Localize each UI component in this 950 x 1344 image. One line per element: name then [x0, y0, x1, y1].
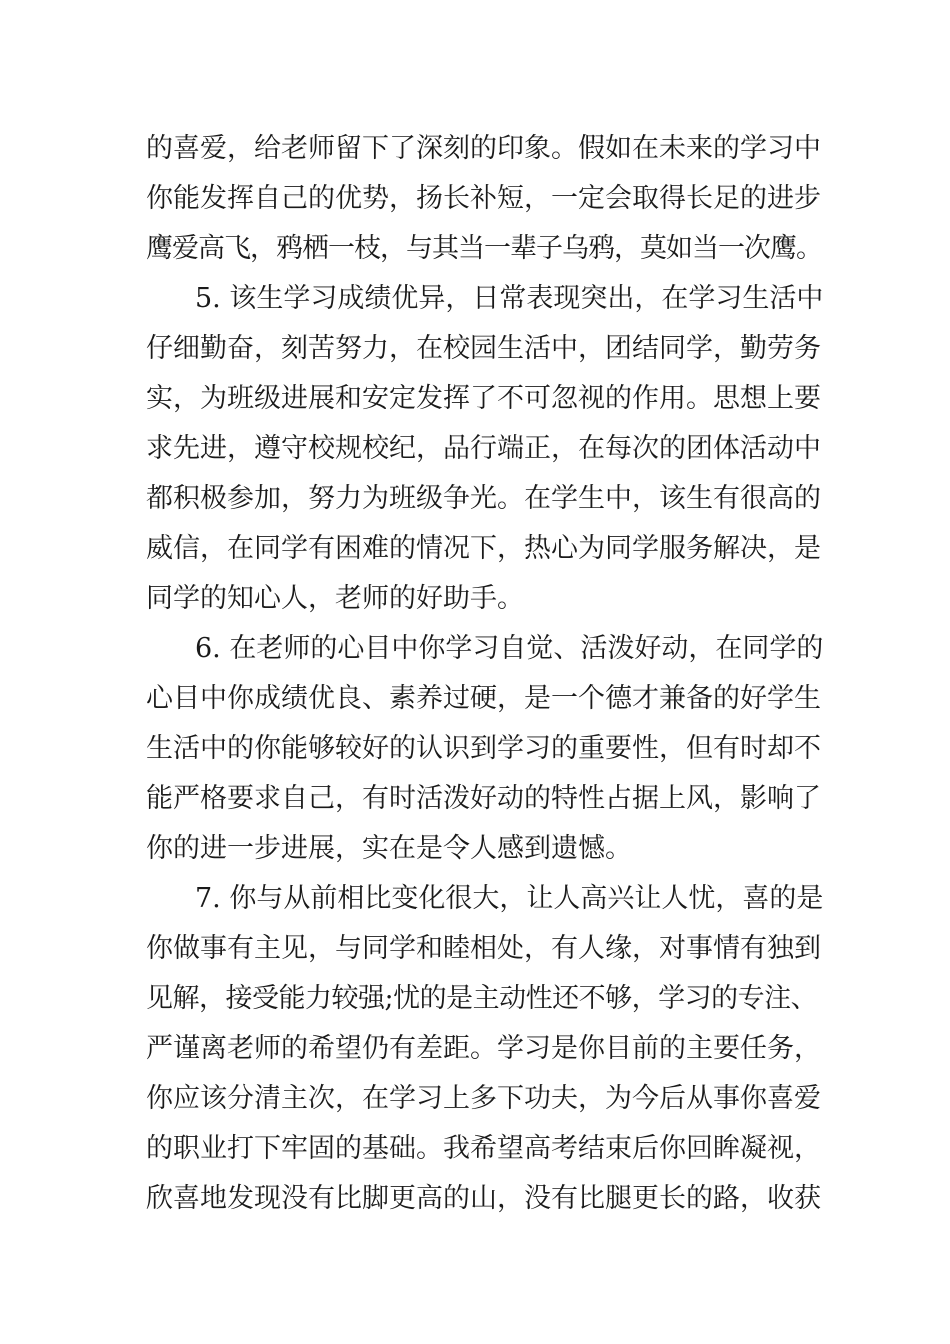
paragraph-7-start: 7. 你与从前相比变化很大，让人高兴让人忧，喜的是 [195, 883, 824, 914]
text-line: 的职业打下牢固的基础。我希望高考结束后你回眸凝视， [146, 1133, 821, 1164]
text-line: 欣喜地发现没有比脚更高的山，没有比腿更长的路，收获 [146, 1183, 821, 1214]
text-line: 同学的知心人，老师的好助手。 [146, 583, 524, 614]
text-line: 都积极参加，努力为班级争光。在学生中，该生有很高的 [146, 483, 821, 514]
text-line: 你做事有主见，与同学和睦相处，有人缘，对事情有独到 [146, 933, 821, 964]
text-line: 见解，接受能力较强;忧的是主动性还不够，学习的专注、 [146, 983, 818, 1014]
text-line: 能严格要求自己，有时活泼好动的特性占据上风，影响了 [146, 783, 821, 814]
text-line: 仔细勤奋，刻苦努力，在校园生活中，团结同学，勤劳务 [146, 333, 821, 364]
paragraph-5-start: 5. 该生学习成绩优异，日常表现突出，在学习生活中 [195, 283, 824, 314]
text-line: 的喜爱，给老师留下了深刻的印象。假如在未来的学习中 [146, 133, 821, 164]
text-line: 严谨离老师的希望仍有差距。学习是你目前的主要任务， [146, 1033, 821, 1064]
text-line: 你的进一步进展，实在是令人感到遗憾。 [146, 833, 632, 864]
paragraph-6-start: 6. 在老师的心目中你学习自觉、活泼好动，在同学的 [195, 633, 824, 664]
text-line: 求先进，遵守校规校纪，品行端正，在每次的团体活动中 [146, 433, 821, 464]
text-line: 生活中的你能够较好的认识到学习的重要性，但有时却不 [146, 733, 821, 764]
text-line: 威信，在同学有困难的情况下，热心为同学服务解决，是 [146, 533, 821, 564]
text-line: 你能发挥自己的优势，扬长补短，一定会取得长足的进步 [146, 183, 821, 214]
text-line: 心目中你成绩优良、素养过硬，是一个德才兼备的好学生 [146, 683, 821, 714]
text-line: 实，为班级进展和安定发挥了不可忽视的作用。思想上要 [146, 383, 821, 414]
text-line: 你应该分清主次，在学习上多下功夫，为今后从事你喜爱 [146, 1083, 821, 1114]
text-line: 鹰爱高飞，鸦栖一枝，与其当一辈子乌鸦，莫如当一次鹰。 [146, 233, 822, 264]
